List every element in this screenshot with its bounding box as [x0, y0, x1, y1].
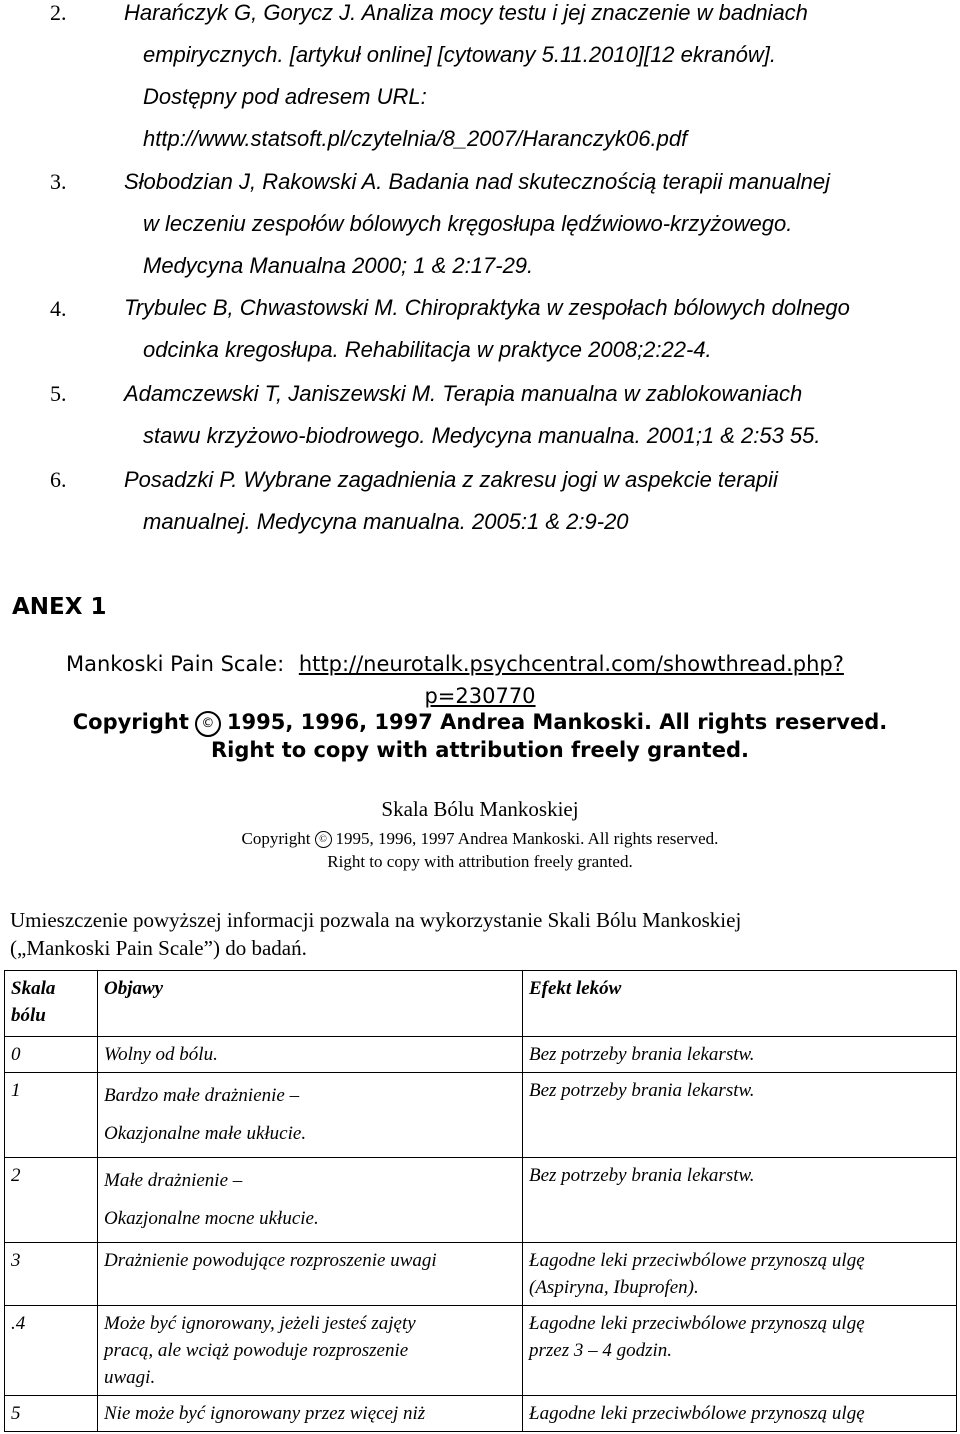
scale-label: Mankoski Pain Scale:	[66, 652, 285, 676]
level-cell: .4	[5, 1306, 98, 1396]
reference-line: Dostępny pod adresem URL:	[143, 84, 427, 109]
table-row	[5, 1396, 957, 1432]
header-scale-line: Skala	[11, 978, 56, 999]
reference-line: manualnej. Medycyna manualna. 2005:1 & 2:9-20	[143, 509, 629, 534]
symptoms-line: Bardzo małe drażnienie –	[104, 1085, 300, 1106]
effect-cell	[523, 1073, 957, 1158]
table-row	[5, 1158, 957, 1243]
effect-cell	[523, 1396, 957, 1432]
effect-line: Łagodne leki przeciwbólowe przynoszą ulgę	[529, 1250, 865, 1271]
annex-heading: ANEX 1	[12, 594, 107, 620]
copyright-icon: ©	[195, 711, 221, 737]
level-cell: 0	[5, 1037, 98, 1073]
reference-line: w leczeniu zespołów bólowych kręgosłupa lędźwiowo-krzyżowego.	[143, 211, 793, 236]
reference-number: 6.	[50, 467, 67, 492]
copyright-line	[0, 707, 960, 737]
scale-link-continued[interactable]: p=230770	[424, 684, 536, 708]
header-symptoms-label: Objawy	[104, 978, 164, 999]
reference-number: 3.	[50, 169, 67, 194]
level-cell: 1	[5, 1073, 98, 1158]
polish-title: Skala Bólu Mankoskiej	[381, 797, 579, 821]
header-scale-line: bólu	[11, 1005, 46, 1026]
reference-line: Słobodzian J, Rakowski A. Badania nad skutecznością terapii manualnej	[124, 169, 831, 194]
symptoms-cell	[98, 1243, 523, 1306]
copyright-icon: ©	[315, 831, 332, 848]
table-header-row	[5, 971, 957, 1037]
symptoms-cell	[98, 1037, 523, 1073]
pain-scale-table	[4, 970, 957, 1432]
copyright-text: 1995, 1996, 1997 Andrea Mankoski. All rights reserved.	[226, 710, 888, 734]
level-cell: 2	[5, 1158, 98, 1243]
table-row	[5, 1073, 957, 1158]
reference-line: Trybulec B, Chwastowski M. Chiropraktyka w zespołach bólowych dolnego	[124, 295, 850, 320]
table-row	[5, 1037, 957, 1073]
reference-number: 4.	[50, 296, 67, 321]
symptoms-line: Okazjonalne małe ukłucie.	[104, 1123, 307, 1144]
reference-line: Harańczyk G, Gorycz J. Analiza mocy testu i jej znaczenie w badniach	[124, 0, 808, 25]
symptoms-line: Małe drażnienie –	[104, 1170, 243, 1191]
reference-link[interactable]: http://www.statsoft.pl/czytelnia/8_2007/Haranczyk06.pdf	[143, 126, 688, 151]
effect-line: Łagodne leki przeciwbólowe przynoszą ulgę	[529, 1313, 865, 1334]
polish-copyright-text: 1995, 1996, 1997 Andrea Mankoski. All rights reserved.	[335, 829, 719, 848]
symptoms-line: Może być ignorowany, jeżeli jesteś zajęty	[104, 1313, 416, 1334]
symptoms-cell	[98, 1306, 523, 1396]
reference-line: odcinka kregosłupa. Rehabilitacja w praktyce 2008;2:22-4.	[143, 337, 712, 362]
reference-number: 2.	[50, 0, 67, 25]
effect-line: Łagodne leki przeciwbólowe przynoszą ulgę	[529, 1403, 865, 1424]
effect-line: (Aspiryna, Ibuprofen).	[529, 1277, 699, 1298]
scale-source	[66, 648, 844, 680]
reference-line: Posadzki P. Wybrane zagadnienia z zakresu jogi w aspekcie terapii	[124, 467, 778, 492]
polish-copyright-word: Copyright	[241, 829, 311, 848]
copy-permission: Right to copy with attribution freely granted.	[211, 738, 749, 762]
effect-line: Bez potrzeby brania lekarstw.	[529, 1165, 755, 1186]
effect-cell	[523, 1158, 957, 1243]
reference-line: Adamczewski T, Janiszewski M. Terapia manualna w zablokowaniach	[124, 381, 803, 406]
symptoms-cell	[98, 1158, 523, 1243]
header-effect	[523, 971, 957, 1037]
symptoms-line: Okazjonalne mocne ukłucie.	[104, 1208, 319, 1229]
symptoms-cell	[98, 1396, 523, 1432]
symptoms-line: pracą, ale wciąż powoduje rozproszenie	[104, 1340, 409, 1361]
reference-line: Medycyna Manualna 2000; 1 & 2:17-29.	[143, 253, 534, 278]
effect-line: przez 3 – 4 godzin.	[529, 1340, 673, 1361]
reference-line: stawu krzyżowo-biodrowego. Medycyna manualna. 2001;1 & 2:53 55.	[143, 423, 821, 448]
copyright-word: Copyright	[72, 710, 189, 734]
table-row	[5, 1306, 957, 1396]
polish-copyright-line	[0, 827, 960, 851]
effect-line: Bez potrzeby brania lekarstw.	[529, 1044, 755, 1065]
symptoms-line: Drażnienie powodujące rozproszenie uwagi	[104, 1250, 437, 1271]
scale-link[interactable]: http://neurotalk.psychcentral.com/showthread.php?	[298, 652, 844, 676]
reference-number: 5.	[50, 381, 67, 406]
info-line: („Mankoski Pain Scale”) do badań.	[10, 936, 307, 960]
info-line: Umieszczenie powyższej informacji pozwala na wykorzystanie Skali Bólu Mankoskiej	[10, 908, 742, 932]
header-scale	[5, 971, 98, 1037]
symptoms-line: uwagi.	[104, 1367, 156, 1388]
table-row	[5, 1243, 957, 1306]
reference-line: empirycznych. [artykuł online] [cytowany 5.11.2010][12 ekranów].	[143, 42, 777, 67]
symptoms-cell	[98, 1073, 523, 1158]
effect-line: Bez potrzeby brania lekarstw.	[529, 1080, 755, 1101]
symptoms-line: Wolny od bólu.	[104, 1044, 218, 1065]
effect-cell	[523, 1243, 957, 1306]
effect-cell	[523, 1306, 957, 1396]
level-cell: 5	[5, 1396, 98, 1432]
polish-permission: Right to copy with attribution freely granted.	[327, 852, 633, 871]
header-symptoms	[98, 971, 523, 1037]
symptoms-line: Nie może być ignorowany przez więcej niż	[104, 1403, 426, 1424]
header-effect-label: Efekt leków	[529, 978, 622, 999]
effect-cell	[523, 1037, 957, 1073]
level-cell: 3	[5, 1243, 98, 1306]
